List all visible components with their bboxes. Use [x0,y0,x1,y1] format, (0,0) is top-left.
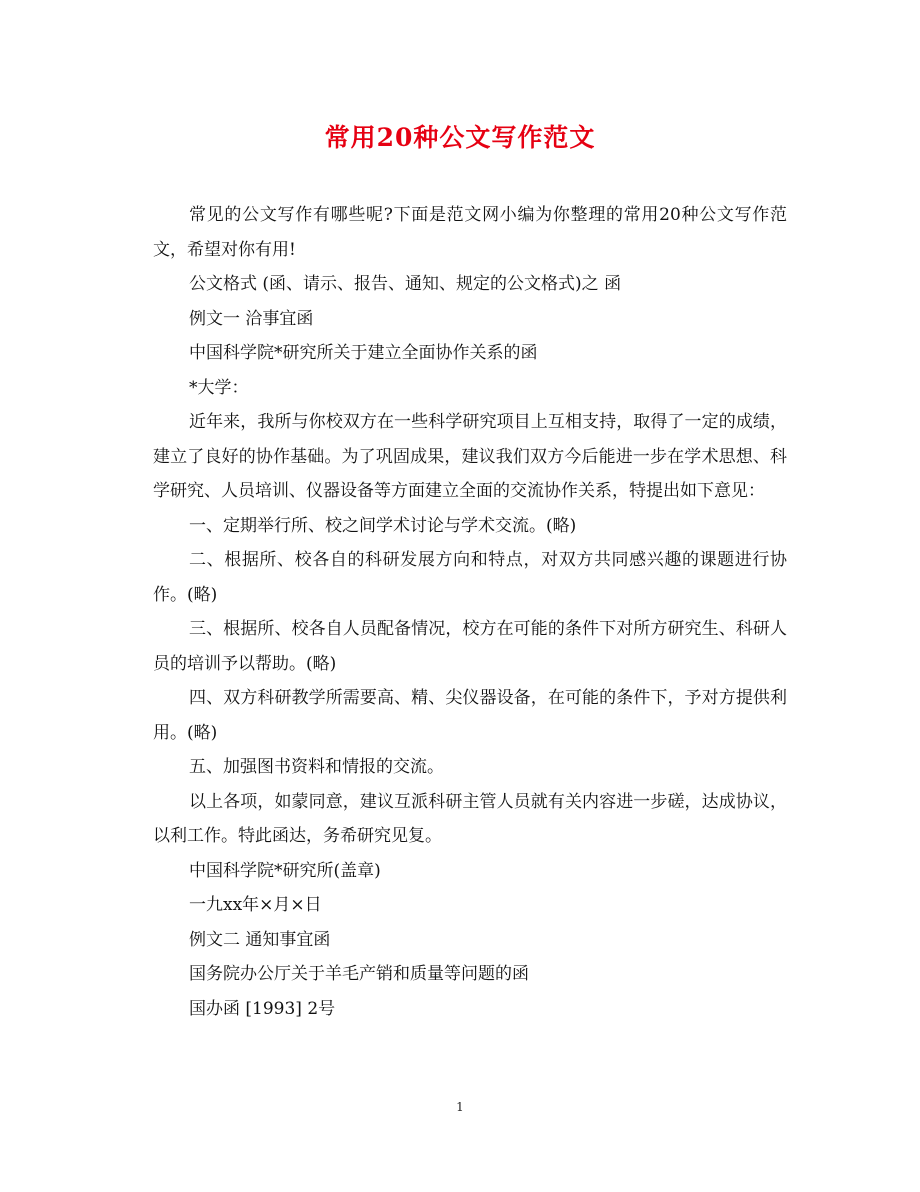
letter-two-title: 国务院办公厅关于羊毛产销和质量等问题的函 [189,964,529,984]
format-heading: 公文格式 (函、请示、报告、通知、规定的公文格式)之 函 [189,274,622,294]
letter-item-5: 五、加强图书资料和情报的交流。 [189,757,444,777]
letter-closing: 以上各项，如蒙同意，建议互派科研主管人员就有关内容进一步磋，达成协议，以利工作。特此函达，务希研究见复。 [153,791,787,846]
letter-item-2: 二、根据所、校各自的科研发展方向和特点，对双方共同感兴趣的课题进行协作。(略) [153,550,787,605]
document-title: 常用20种公文写作范文 [324,123,596,152]
letter-date: 一九xx年×月×日 [189,895,322,915]
letter-item-4: 四、双方科研教学所需要高、精、尖仪器设备，在可能的条件下，予对方提供利用。(略) [153,688,787,743]
letter-item-1: 一、定期举行所、校之间学术讨论与学术交流。(略) [189,515,577,536]
example-one-heading: 例文一 洽事宜函 [189,308,314,329]
letter-two-reference-number: 国办函 [1993] 2号 [189,998,336,1019]
intro-paragraph: 常见的公文写作有哪些呢?下面是范文网小编为你整理的常用20种公文写作范文，希望对你有用! [153,205,787,260]
document-body [153,198,787,1026]
example-two-heading: 例文二 通知事宜函 [189,929,331,950]
letter-signature: 中国科学院*研究所(盖章) [189,860,381,881]
page-number: 1 [456,1100,464,1114]
letter-body-paragraph: 近年来，我所与你校双方在一些科学研究项目上互相支持，取得了一定的成绩，建立了良好的协作基础。为了巩固成果，建议我们双方今后能进一步在学术思想、科学研究、人员培训、仪器设备等方面建立全面的交流协作关系，特提出如下意见： [153,412,787,501]
letter-item-3: 三、根据所、校各自人员配备情况，校方在可能的条件下对所方研究生、科研人员的培训予以帮助。(略) [153,619,787,674]
letter-title: 中国科学院*研究所关于建立全面协作关系的函 [189,343,538,363]
letter-addressee: *大学： [189,377,249,398]
